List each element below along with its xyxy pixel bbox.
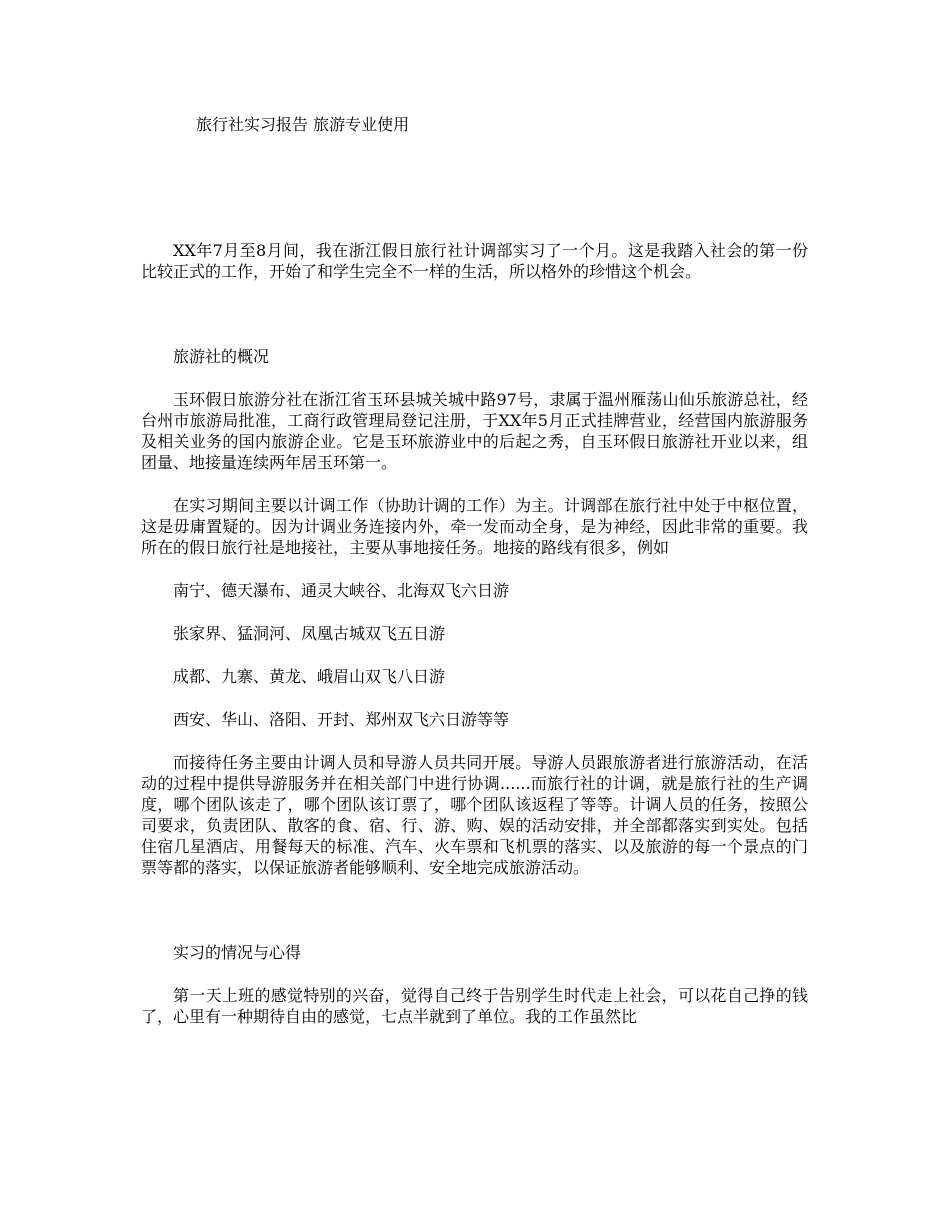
spacer <box>141 367 808 389</box>
document-title: 旅行社实习报告 旅游专业使用 <box>196 115 410 134</box>
spacer <box>141 601 808 623</box>
paragraph-overview-2: 在实习期间主要以计调工作（协助计调的工作）为主。计调部在旅行社中处于中枢位置，这是毋庸置疑的。因为计调业务连接内外，牵一发而动全身，是为神经，因此非常的重要。我所在的假日旅行社是地接社，主要从事地接任务。地接的路线有很多，例如 <box>141 496 808 557</box>
route-item: 成都、九寨、黄龙、峨眉山双飞八日游 <box>173 667 446 686</box>
section-heading-overview: 旅游社的概况 <box>173 347 270 366</box>
document-body <box>141 240 808 1027</box>
route-item: 张家界、猛洞河、凤凰古城双飞五日游 <box>173 624 446 643</box>
route-item: 西安、华山、洛阳、开封、郑州双飞六日游等等 <box>173 710 510 729</box>
spacer <box>141 473 808 495</box>
spacer <box>141 730 808 752</box>
route-item: 南宁、德天瀑布、通灵大峡谷、北海双飞六日游 <box>173 581 510 600</box>
spacer <box>141 644 808 666</box>
spacer <box>141 282 808 346</box>
paragraph-overview-3: 而接待任务主要由计调人员和导游人员共同开展。导游人员跟旅游者进行旅游活动，在活动的过程中提供导游服务并在相关部门中进行协调......而旅行社的计调，就是旅行社的生产调度，哪个团队该走了，哪个团队该订票了，哪个团队该返程了等等。计调人员的任务，按照公司要求，负责团队、散客的食、宿、行、游、购、娱的活动安排，并全部都落实到实处。包括住宿几星酒店、用餐每天的标准、汽车、火车票和飞机票的落实、以及旅游的每一个景点的门票等都的落实，以保证旅游者能够顺利、安全地完成旅游活动。 <box>141 753 808 877</box>
spacer <box>141 878 808 942</box>
spacer <box>141 687 808 709</box>
spacer <box>141 963 808 985</box>
section-heading-experience: 实习的情况与心得 <box>173 943 302 962</box>
spacer <box>141 558 808 580</box>
paragraph-intro: XX年7月至8月间，我在浙江假日旅行社计调部实习了一个月。这是我踏入社会的第一份比较正式的工作，开始了和学生完全不一样的生活，所以格外的珍惜这个机会。 <box>141 241 808 281</box>
paragraph-overview-1: 玉环假日旅游分社在浙江省玉环县城关城中路97号，隶属于温州雁荡山仙乐旅游总社，经台州市旅游局批准，工商行政管理局登记注册，于XX年5月正式挂牌营业，经营国内旅游服务及相关业务的国内旅游企业。它是玉环旅游业中的后起之秀，自玉环假日旅游社开业以来，组团量、地接量连续两年居玉环第一。 <box>141 390 808 472</box>
paragraph-experience-1: 第一天上班的感觉特别的兴奋，觉得自己终于告别学生时代走上社会，可以花自己挣的钱了，心里有一种期待自由的感觉，七点半就到了单位。我的工作虽然比 <box>141 986 808 1026</box>
